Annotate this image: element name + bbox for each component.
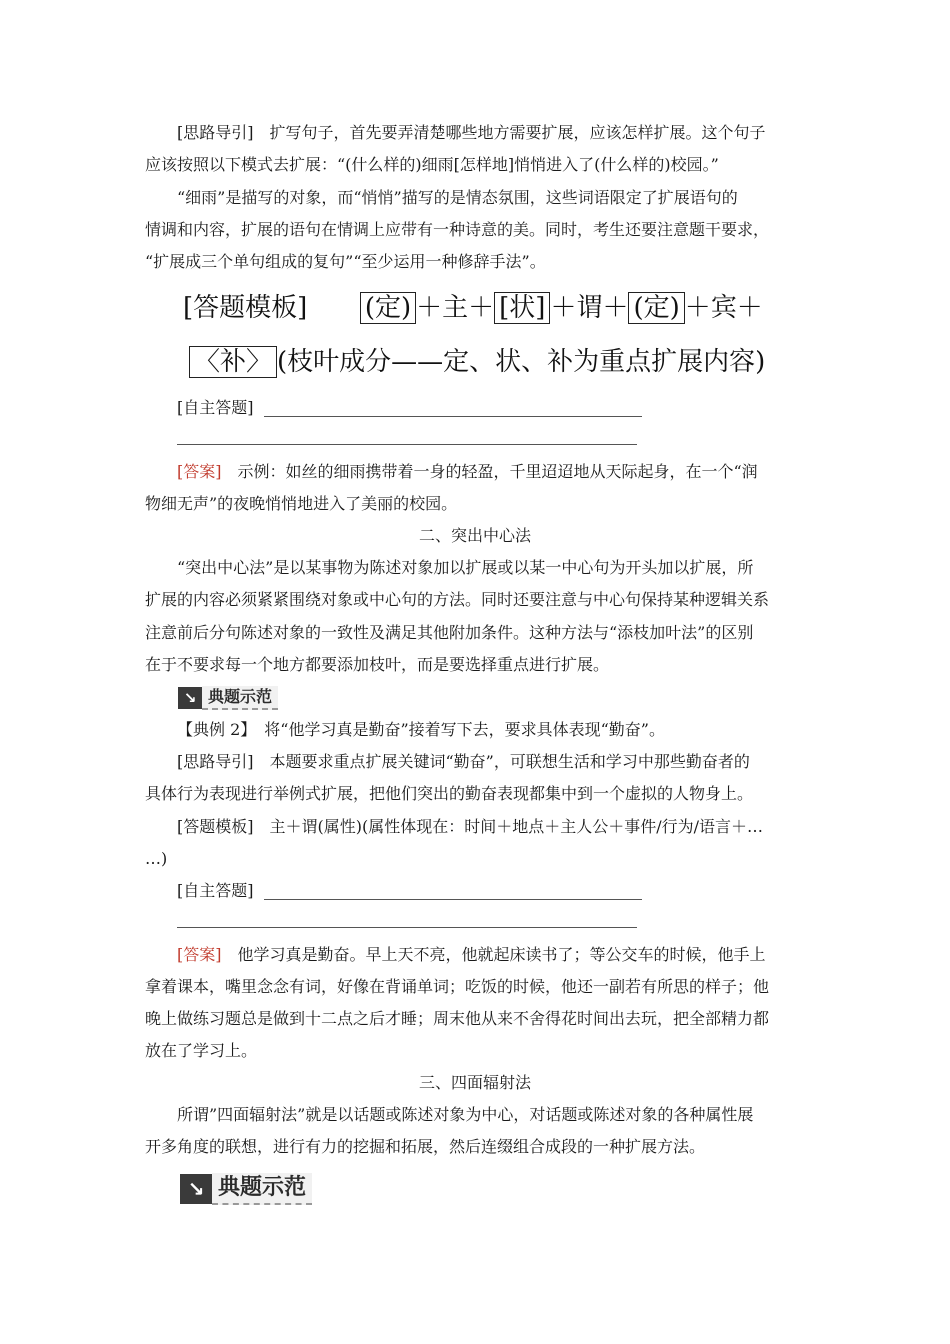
banner-title: 典题示范 xyxy=(202,686,278,710)
answer-text: 他学习真是勤奋。早上天不亮，他就起床读书了；等公交车的时候，他手上 xyxy=(221,945,766,964)
paragraph-line: “扩展成三个单句组成的复句”“至少运用一种修辞手法”。 xyxy=(145,252,546,271)
paragraph-line: 扩展的内容必须紧紧围绕对象或中心句的方法。同时还要注意与中心句保持某种逻辑关系 xyxy=(145,590,770,609)
paragraph-line: 应该按照以下模式去扩展：“(什么样的)细雨[怎样地]悄悄进入了(什么样的)校园。” xyxy=(145,155,719,174)
paragraph-line: 具体行为表现进行举例式扩展，把他们突出的勤奋表现都集中到一个虚拟的人物身上。 xyxy=(145,784,754,803)
arrow-icon: ↘ xyxy=(178,687,202,709)
paragraph-line: …) xyxy=(145,849,168,868)
paragraph-line: “突出中心法”是以某事物为陈述对象加以扩展或以某一中心句为开头加以扩展，所 xyxy=(177,558,754,577)
zhu-text: ＋主＋ xyxy=(416,293,495,323)
arrow-icon: ↘ xyxy=(180,1174,212,1204)
paragraph-line: 所谓”四面辐射法”就是以话题或陈述对象为中心，对话题或陈述对象的各种属性展 xyxy=(177,1105,754,1124)
self-answer-label: [自主答题] xyxy=(177,881,254,900)
bin-text: ＋宾＋ xyxy=(684,293,763,323)
answer-line: 放在了学习上。 xyxy=(145,1041,258,1060)
answer-blank[interactable] xyxy=(264,400,642,417)
template-label: [答题模板] xyxy=(183,293,308,323)
self-answer-label: [自主答题] xyxy=(177,398,254,417)
answer-template-formula xyxy=(183,292,763,324)
paragraph-line: [思路导引] 本题要求重点扩展关键词“勤奋”，可联想生活和学习中那些勤奋者的 xyxy=(177,752,750,771)
banner-title: 典题示范 xyxy=(212,1173,312,1205)
paragraph-line: “细雨”是描写的对象，而“悄悄”描写的是情态氛围，这些词语限定了扩展语句的 xyxy=(177,188,738,207)
example-banner xyxy=(180,1173,312,1205)
section-heading: 二、突出中心法 xyxy=(418,526,531,545)
self-answer-row xyxy=(177,398,642,418)
answer-template-formula-2 xyxy=(189,346,765,378)
template-note: (枝叶成分——定、状、补为重点扩展内容) xyxy=(277,347,766,377)
ding-box: (定) xyxy=(360,292,416,324)
answer-line: 拿着课本，嘴里念念有词，好像在背诵单词；吃饭的时候，他还一副若有所思的样子；他 xyxy=(145,977,770,996)
answer-line: 晚上做练习题总是做到十二点之后才睡；周末他从来不舍得花时间出去玩，把全部精力都 xyxy=(145,1009,770,1028)
paragraph-line: 【典例 2】 将“他学习真是勤奋”接着写下去，要求具体表现“勤奋”。 xyxy=(177,720,665,739)
answer-line: 物细无声”的夜晚悄悄地进入了美丽的校园。 xyxy=(145,494,458,513)
paragraph-line: 开多角度的联想，进行有力的挖掘和拓展，然后连缀组合成段的一种扩展方法。 xyxy=(145,1137,706,1156)
example-banner xyxy=(178,686,278,710)
answer-tag: [答案] xyxy=(177,945,222,964)
ding2-box: (定) xyxy=(628,292,684,324)
answer-tag: [答案] xyxy=(177,462,222,481)
answer-blank-line[interactable] xyxy=(177,927,637,928)
self-answer-row xyxy=(177,881,642,901)
section-heading: 三、四面辐射法 xyxy=(418,1073,531,1092)
answer-blank[interactable] xyxy=(264,883,642,900)
answer-text: 示例：如丝的细雨携带着一身的轻盈，千里迢迢地从天际起身，在一个“润 xyxy=(221,462,758,481)
bu-box: 〈补〉 xyxy=(189,346,277,378)
wei-text: ＋谓＋ xyxy=(550,293,629,323)
answer-blank-line[interactable] xyxy=(177,444,637,445)
paragraph-line: 注意前后分句陈述对象的一致性及满足其他附加条件。这种方法与“添枝加叶法”的区别 xyxy=(145,623,754,642)
paragraph-line: 在于不要求每一个地方都要添加枝叶，而是要选择重点进行扩展。 xyxy=(145,655,610,674)
zhuang-box: [状] xyxy=(494,292,550,324)
answer-line xyxy=(177,945,766,965)
paragraph-line: [思路导引] 扩写句子，首先要弄清楚哪些地方需要扩展，应该怎样扩展。这个句子 xyxy=(177,123,766,142)
paragraph-line: 情调和内容，扩展的语句在情调上应带有一种诗意的美。同时，考生还要注意题干要求， xyxy=(145,220,770,239)
answer-line xyxy=(177,462,758,482)
paragraph-line: [答题模板] 主＋谓(属性)(属性体现在：时间＋地点＋主人公＋事件/行为/语言＋… xyxy=(177,817,763,836)
